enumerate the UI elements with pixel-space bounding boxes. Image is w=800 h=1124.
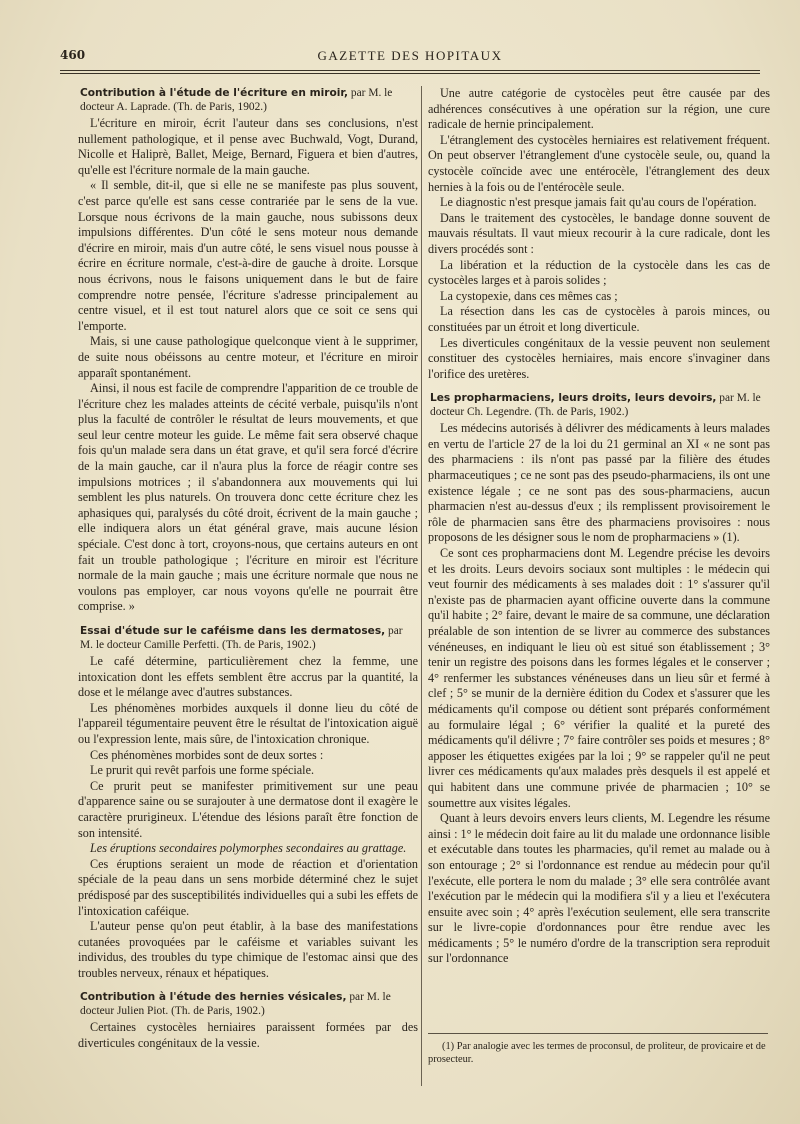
paragraph: Mais, si une cause pathologique quelconque vient à le supprimer, de suite nous obéissons au centre moteur, et l'écriture en miroir apparaît spontanément. <box>78 334 418 380</box>
paragraph: Ces éruptions seraient un mode de réaction et d'orientation spéciale de la peau dans un sens morbide déterminé chez le sujet prédisposé par des susceptibilités individuelles qui a subi les effets de l'intoxication caféique. <box>78 856 418 918</box>
spacer <box>428 382 770 391</box>
page-number: 460 <box>60 48 86 62</box>
paragraph: Le diagnostic n'est presque jamais fait qu'au cours de l'opération. <box>440 195 757 210</box>
paragraph: Les éruptions secondaires polymorphes secondaires au grattage. <box>90 841 407 856</box>
paragraph: Quant à leurs devoirs envers leurs clients, M. Legendre les résume ainsi : 1° le médecin doit faire au lit du malade une ordonnance lisible et exécutable dans toutes les pharmacies, qu'il remet au malade ou à son entourage ; 2° si l'ordonnance est rendue au médecin pour qu'il l'exécute, elle portera le nom du malade ; 3° elle sera contrôlée avant l'exécution par le médecin qui la modifiera s'il y a lieu et l'exécutera ensuite avec soin ; 4° après l'exécution seulement, elle sera transcrite sur le livre-copie d'ordonnances pour être rendue avec les médicaments ; 5° le numéro d'ordre de la transcription sera reproduit sur l'ordonnance <box>428 811 770 966</box>
paragraph: Le café détermine, particulièrement chez la femme, une intoxication dont les effets semblent être accrus par la quantité, la dose et le mélange avec d'autres substances. <box>78 654 418 700</box>
spacer <box>78 981 418 990</box>
paragraph: Une autre catégorie de cystocèles peut être causée par des adhérences consécutives à une opération sur la région, une cure radicale de hernie principalement. <box>428 86 770 132</box>
paragraph: Les diverticules congénitaux de la vessie peuvent non seulement constituer des cystocèles herniaires, mais encore s'invaginer dans l'orifice des uretères. <box>428 335 770 381</box>
column-divider <box>421 86 422 1086</box>
header-rule <box>60 70 760 74</box>
paragraph: Dans le traitement des cystocèles, le bandage donne souvent de mauvais résultats. Il vaut mieux recourir à la cure radicale, dont les divers procédés sont : <box>428 210 770 256</box>
spacer <box>78 615 418 624</box>
section-title-text: Les propharmaciens, leurs droits, leurs devoirs, <box>430 392 717 405</box>
section-author: par M. le docteur Julien Piot. (Th. de Paris, 1902.) <box>80 991 391 1018</box>
paragraph: Ce prurit peut se manifester primitivement sur une peau d'apparence saine ou se surajouter à une dermatose dont il exagère le caractère prurigineux. L'étendue des lésions paraît être fonction de son intensité. <box>78 778 418 840</box>
paragraph: Le prurit qui revêt parfois une forme spéciale. <box>90 763 315 778</box>
journal-title: GAZETTE DES HOPITAUX <box>317 48 503 63</box>
section-title-mirror-writing <box>78 86 418 114</box>
page-header <box>60 48 760 66</box>
section-author: par M. le docteur Ch. Legendre. (Th. de Paris, 1902.) <box>430 392 761 419</box>
section-author: par M. le docteur Camille Perfetti. (Th. de Paris, 1902.) <box>80 625 403 651</box>
paragraph: L'écriture en miroir, écrit l'auteur dans ses conclusions, n'est nullement pathologique, et il pense avec Buchwald, Vogt, Durand, Nicolle et Haliprè, Ballet, Meige, Bernard, Figuera et bien d'autres, qu'elle est l'écriture normale de la main gauche. <box>78 116 418 177</box>
paragraph: La résection dans les cas de cystocèles à parois minces, ou constituées par un étroit et long diverticule. <box>428 304 770 334</box>
paragraph: Les phénomènes morbides auxquels il donne lieu du côté de l'appareil tégumentaire peuvent être le résultat de l'intoxication aiguë ou l'expression lente, mais sûre, de l'intoxication chronique. <box>78 700 418 746</box>
section-title-text: Contribution à l'étude de l'écriture en miroir, <box>80 87 349 99</box>
paragraph: Certaines cystocèles herniaires paraissent formées par des diverticules congénitaux de la vessie. <box>78 1020 418 1051</box>
section-title-text: Essai d'étude sur le caféisme dans les dermatoses, <box>80 625 386 637</box>
paragraph: L'auteur pense qu'on peut établir, à la base des manifestations cutanées provoquées par le caféisme et variables suivant les individus, des troubles du type chimique de l'estomac ainsi que des troubles nerveux, rénaux et hépatiques. <box>78 919 418 980</box>
section-author: par M. le docteur A. Laprade. (Th. de Paris, 1902.) <box>80 87 393 113</box>
paragraph: « Il semble, dit-il, que si elle ne se manifeste pas plus souvent, c'est parce qu'elle est sans cesse contrariée par le sens de la vue. Lorsque nous écrivons de la main gauche, nous subissons deux impulsions différentes. D'un côté le sens moteur nous demande d'écrire en miroir, mais d'un autre côté, le sens visuel nous pousse à écrire en écriture normale, c'est-à-dire de gauche à droite. Lorsque nous écrivons, nous le faisons uniquement dans le but de faire comprendre notre pensée, l'écriture s'adresse principalement au centre visuel, et il est tout naturel alors que ce soit ce sens qui l'emporte. <box>78 178 418 333</box>
footnote-rule <box>428 1033 768 1034</box>
section-title-text: Contribution à l'étude des hernies vésicales, <box>80 991 347 1004</box>
right-column <box>428 86 770 967</box>
section-title-hernies <box>78 990 418 1018</box>
paragraph: L'étranglement des cystocèles herniaires est relativement fréquent. On peut observer l'étranglement d'une cystocèle seule, ou, quand la cystocèle coïncide avec une entérocèle, l'étranglement des deux hernies à la fois ou de l'entérocèle seule. <box>428 132 770 194</box>
paragraph: Les médecins autorisés à délivrer des médicaments à leurs malades en vertu de l'article 27 de la loi du 21 germinal an XI « ne sont pas des pharmaciens : ils n'ont pas passé par la filière des études pharmaceutiques ; ce ne sont pas des pseudo-pharmaciens, ils ont une existence légale ; ce ne sont pas des sous-pharmaciens, aucun pharmacien n'est au-dessus d'eux ; ils remplissent provisoirement le rôle de pharmacien sans être des pharmaciens provisoires : nous proposons de les désigner sous le nom de propharmaciens » (1). <box>428 421 770 545</box>
paragraph: Ainsi, il nous est facile de comprendre l'apparition de ce trouble de l'écriture chez les malades atteints de cécité verbale, puisqu'ils n'ont plus la faculté de contrôler le résultat de leurs mouvements, et que seul leur centre moteur les guide. Le même fait sera observé chaque fois qu'un malade sera dans un état grave, et qu'il sera forcé d'écrire de la main gauche, car il n'aura plus la force de réagir contre ses impulsions motrices ; il s'abandonnera aux mouvements qui lui semblent les plus naturels. On trouvera donc cette écriture chez les aphasiques qui, paralysés du côté droit, écrivent de la main gauche ; elle indiquera alors un état général grave, mais aucune lésion spéciale. C'est donc à tort, croyons-nous, que certains auteurs en ont fait un trouble pathologique ; l'écriture en miroir est l'écriture normale de la main gauche ; mais une écriture normale que nous ne voulons pas employer, car nous voyons qu'elle ne pourrait être comprise. » <box>78 381 418 614</box>
section-title-cafeisme <box>78 624 418 652</box>
footnote: (1) Par analogie avec les termes de proconsul, de proliteur, de provicaire et de prosecteur. <box>428 1041 766 1065</box>
paragraph: La libération et la réduction de la cystocèle dans les cas de cystocèles larges et à parois solides ; <box>428 257 770 288</box>
left-column <box>78 86 418 1052</box>
paragraph: Ces phénomènes morbides sont de deux sortes : <box>90 747 324 762</box>
paragraph: Ce sont ces propharmaciens dont M. Legendre précise les devoirs et les droits. Leurs devoirs sociaux sont multiples : le médecin qui veut fournir des médicaments à ses malades doit : 1° s'assurer qu'il n'existe pas de pharmacien ayant officine ouverte dans la commune qu'il habite ; 2° faire, devant le maire de sa commune, une déclaration préalable de son intention de se livrer au commerce des substances vénéneuses, en indiquant le lieu où est situé son établissement ; 3° tenir un registre des poisons dans les formes légales et le conserver ; 4° renfermer les substances vénéneuses dans un lieu sûr et fermé à clef ; 5° se munir de la dernière édition du Codex et s'assurer que les médicaments qu'il compose ou détient sont préparés conformément au formulaire légal ; 6° vérifier la qualité et la pureté des médicaments qu'il délivre ; 7° faire contrôler ses poids et mesures ; 8° apposer les étiquettes exigées par la loi ; 9° se rappeler qu'il ne peut livrer ces médicaments qu'aux malades près desquels il est appelé et qui habitent dans une commune privée de pharmacien ; 10° se soumettre aux visites légales. <box>428 546 770 810</box>
paragraph: La cystopexie, dans ces mêmes cas ; <box>440 288 618 303</box>
section-title-propharmaciens <box>428 391 770 419</box>
